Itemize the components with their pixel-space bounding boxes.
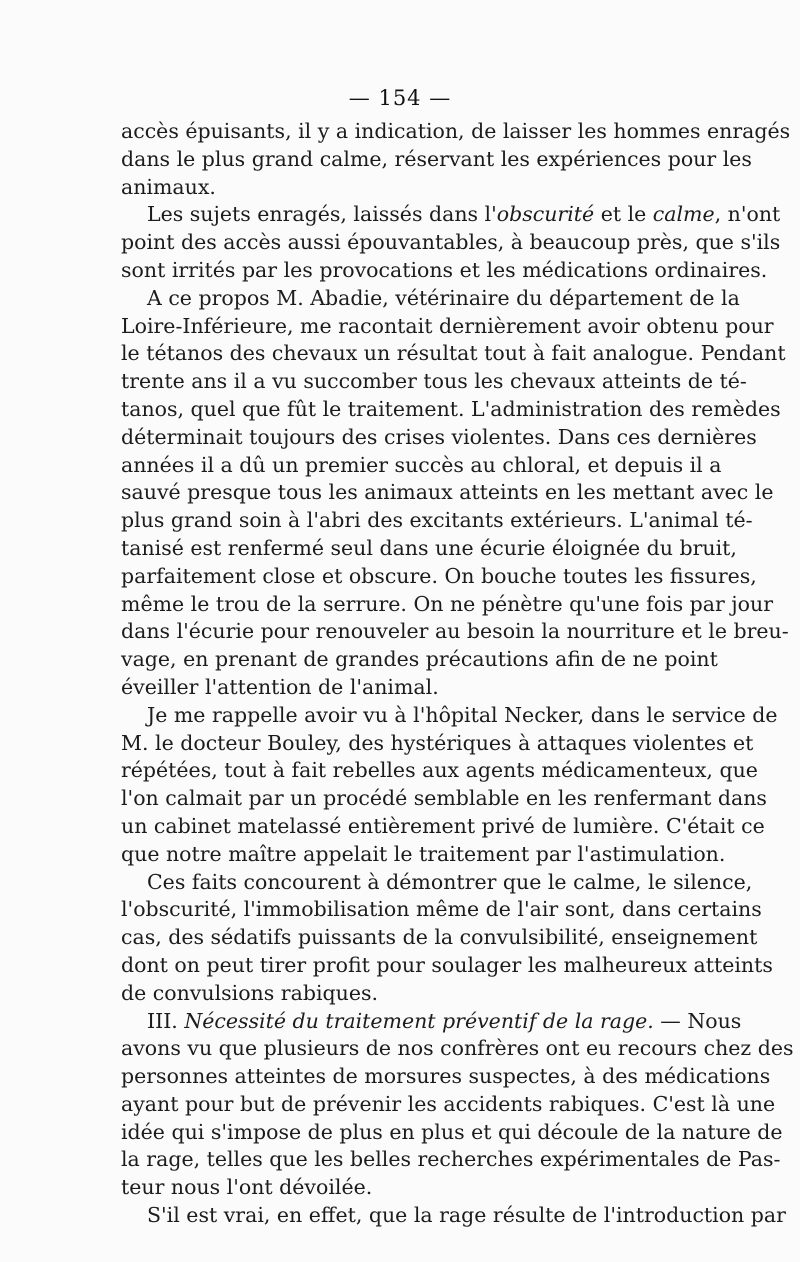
text-line: cas, des sédatifs puissants de la convulsibilité, enseignement	[121, 925, 758, 950]
paragraph	[121, 201, 781, 284]
text-line: l'obscurité, l'immobilisation même de l'air sont, dans certains	[121, 897, 762, 922]
text-line: Loire-Inférieure, me racontait dernièrement avoir obtenu pour	[121, 313, 774, 338]
text-line: Ces faits concourent à démontrer que le calme, le silence,	[147, 869, 753, 894]
paragraph	[121, 285, 789, 702]
body-text	[121, 118, 794, 1230]
text-line: animaux.	[121, 174, 216, 199]
text-line: un cabinet matelassé entièrement privé de lumière. C'était ce	[121, 813, 765, 838]
text-line: trente ans il a vu succomber tous les chevaux atteints de té-	[121, 369, 747, 394]
text-line: dans l'écurie pour renouveler au besoin la nourriture et le breu-	[121, 619, 789, 644]
text-line: l'on calmait par un procédé semblable en les renfermant dans	[121, 786, 767, 811]
text-line: parfaitement close et obscure. On bouche toutes les fissures,	[121, 563, 757, 588]
text-line: teur nous l'ont dévoilée.	[121, 1175, 373, 1200]
text-line: dont on peut tirer profit pour soulager les malheureux atteints	[121, 952, 773, 977]
text-line: tanisé est renfermé seul dans une écurie éloignée du bruit,	[121, 535, 737, 560]
text-line: éveiller l'attention de l'animal.	[121, 674, 439, 699]
text-line: vage, en prenant de grandes précautions afin de ne point	[121, 647, 718, 672]
text-line: Les sujets enragés, laissés dans l'obscurité et le calme, n'ont	[147, 202, 781, 227]
paragraph	[121, 869, 773, 1008]
text-line: avons vu que plusieurs de nos confrères ont eu recours chez des	[121, 1036, 794, 1061]
paragraph	[121, 1008, 794, 1203]
text-line: M. le docteur Bouley, des hystériques à attaques violentes et	[121, 730, 754, 755]
text-line: sont irrités par les provocations et les médications ordinaires.	[121, 257, 768, 282]
text-line: ayant pour but de prévenir les accidents rabiques. C'est là une	[121, 1091, 776, 1116]
text-line: même le trou de la serrure. On ne pénètre qu'une fois par jour	[121, 591, 773, 616]
text-line: point des accès aussi épouvantables, à beaucoup près, que s'ils	[121, 230, 781, 255]
text-line: tanos, quel que fût le traitement. L'administration des remèdes	[121, 396, 781, 421]
paragraph	[121, 1202, 786, 1230]
text-line: personnes atteintes de morsures suspectes, à des médications	[121, 1064, 771, 1089]
text-line: idée qui s'impose de plus en plus et qui découle de la nature de	[121, 1119, 783, 1144]
paragraph	[121, 702, 778, 869]
page-number: — 154 —	[348, 86, 452, 110]
text-line: que notre maître appelait le traitement par l'astimulation.	[121, 841, 726, 866]
text-line: dans le plus grand calme, réservant les expériences pour les	[121, 146, 752, 171]
text-line: plus grand soin à l'abri des excitants extérieurs. L'animal té-	[121, 508, 753, 533]
text-line: le tétanos des chevaux un résultat tout à fait analogue. Pendant	[121, 341, 786, 366]
text-line: de convulsions rabiques.	[121, 980, 378, 1005]
text-line: sauvé presque tous les animaux atteints en les mettant avec le	[121, 480, 774, 505]
text-line: déterminait toujours des crises violentes. Dans ces dernières	[121, 424, 757, 449]
text-line: A ce propos M. Abadie, vétérinaire du département de la	[147, 285, 740, 310]
text-line: années il a dû un premier succès au chloral, et depuis il a	[121, 452, 722, 477]
text-line: la rage, telles que les belles recherches expérimentales de Pas-	[121, 1147, 781, 1172]
text-line: répétées, tout à fait rebelles aux agents médicamenteux, que	[121, 758, 758, 783]
text-line: accès épuisants, il y a indication, de laisser les hommes enragés	[121, 119, 791, 143]
paragraph	[121, 118, 791, 201]
text-line: III. Nécessité du traitement préventif de la rage. — Nous	[147, 1008, 742, 1033]
text-line: S'il est vrai, en effet, que la rage résulte de l'introduction par	[147, 1203, 786, 1228]
text-line: Je me rappelle avoir vu à l'hôpital Necker, dans le service de	[147, 702, 778, 727]
